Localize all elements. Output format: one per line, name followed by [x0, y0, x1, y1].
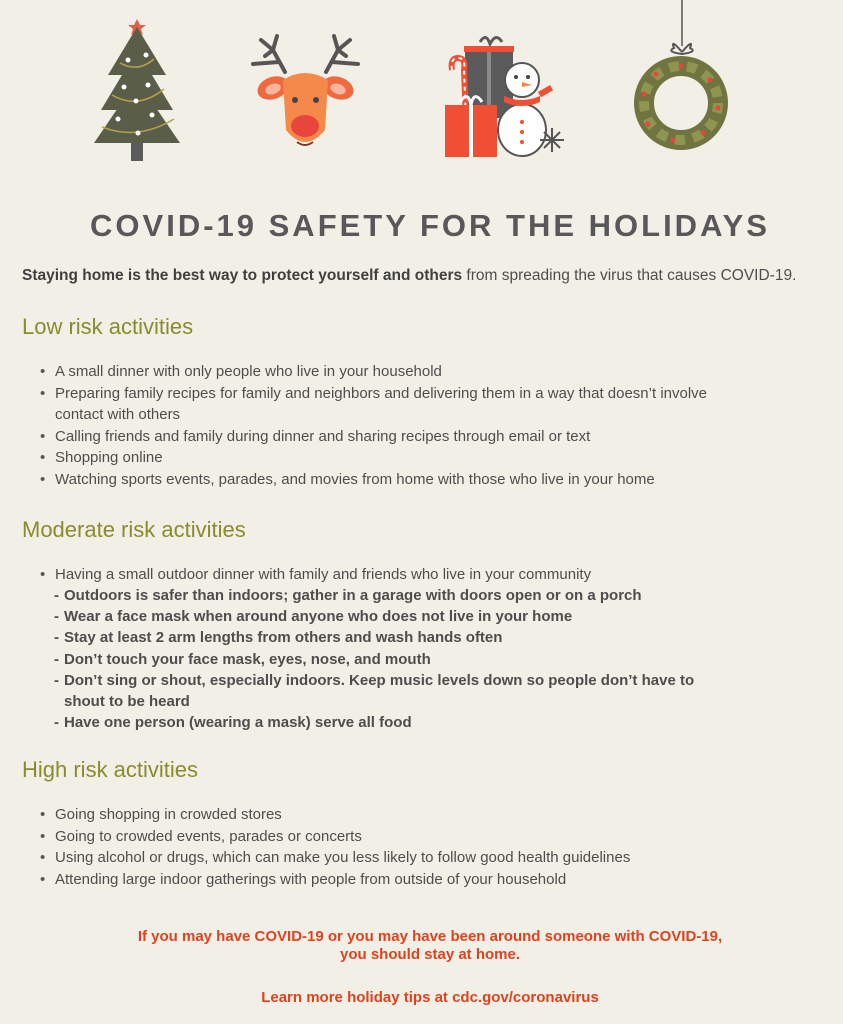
list-item: • Having a small outdoor dinner with family and friends who live in your community: [40, 564, 740, 586]
high-risk-list: [40, 804, 740, 890]
list-item: • Calling friends and family during dinner and sharing recipes through email or text: [40, 426, 740, 448]
precaution-item: - Stay at least 2 arm lengths from others and wash hands often: [54, 627, 734, 648]
precaution-item: - Don’t touch your face mask, eyes, nose, and mouth: [54, 649, 734, 670]
wreath-icon: [628, 0, 733, 160]
christmas-tree-icon: [88, 15, 188, 165]
intro-rest: from spreading the virus that causes COVID-19.: [462, 267, 797, 284]
low-risk-heading: Low risk activities: [22, 314, 194, 339]
warning-line-2: you should stay at home.: [339, 946, 521, 963]
high-risk-heading: High risk activities: [22, 757, 199, 782]
intro-text: [22, 267, 832, 285]
intro-bold: Staying home is the best way to protect yourself and others: [22, 267, 463, 284]
list-item: • Going shopping in crowded stores: [40, 804, 740, 826]
precaution-item: - Have one person (wearing a mask) serve all food: [54, 712, 734, 733]
list-item: • A small dinner with only people who live in your household: [40, 361, 740, 383]
precaution-item: - Outdoors is safer than indoors; gather in a garage with doors open or on a porch: [54, 585, 734, 606]
warning-line-1: If you may have COVID-19 or you may have been around someone with COVID-19,: [137, 928, 723, 945]
list-item: • Watching sports events, parades, and movies from home with those who live in your home: [40, 469, 740, 491]
list-item: • Using alcohol or drugs, which can make you less likely to follow good health guidelines: [40, 847, 740, 869]
stay-home-warning: [0, 928, 843, 964]
moderate-risk-list: [40, 564, 740, 586]
list-item: • Preparing family recipes for family and neighbors and delivering them in a way that doesn’t involve contact with others: [40, 383, 725, 426]
low-risk-list: [40, 361, 740, 490]
holiday-icons-row: [0, 0, 843, 180]
list-item: • Attending large indoor gatherings with people from outside of your household: [40, 869, 740, 891]
footer-link-text[interactable]: Learn more holiday tips at cdc.gov/coronavirus: [261, 989, 599, 1006]
page-title: COVID-19 SAFETY FOR THE HOLIDAYS: [90, 208, 770, 243]
precaution-item: - Don’t sing or shout, especially indoors. Keep music levels down so people don’t have to shout to be heard: [54, 670, 714, 712]
moderate-risk-heading: Moderate risk activities: [22, 517, 246, 542]
gifts-snowman-icon: [440, 30, 575, 160]
moderate-risk-precautions: [54, 585, 734, 733]
precaution-item: - Wear a face mask when around anyone who does not live in your home: [54, 606, 734, 627]
list-item: • Shopping online: [40, 447, 740, 469]
reindeer-icon: [243, 30, 368, 155]
list-item: • Going to crowded events, parades or concerts: [40, 826, 740, 848]
